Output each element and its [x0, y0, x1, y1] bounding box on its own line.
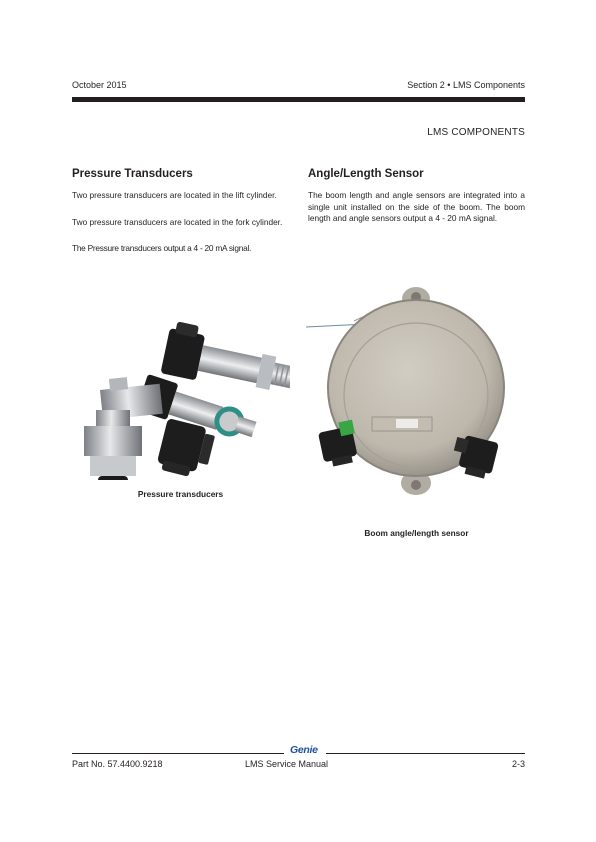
boom-sensor-caption: Boom angle/length sensor — [364, 528, 469, 538]
pressure-transducers-heading: Pressure Transducers — [72, 168, 193, 180]
genie-logo: Genie — [290, 744, 318, 756]
footer-rule-right — [326, 753, 525, 754]
left-paragraph-1: Two pressure transducers are located in the lift cylinder. — [72, 190, 277, 200]
boom-sensor-photo — [306, 285, 524, 497]
footer-part-number: Part No. 57.4400.9218 — [72, 759, 163, 769]
header-rule — [72, 97, 525, 102]
section-subheading: LMS COMPONENTS — [427, 127, 525, 138]
pressure-transducers-caption: Pressure transducers — [137, 489, 224, 499]
left-paragraph-2: Two pressure transducers are located in the fork cylinder. — [72, 216, 283, 227]
angle-length-sensor-heading: Angle/Length Sensor — [308, 168, 424, 180]
footer-manual-title: LMS Service Manual — [245, 759, 329, 769]
right-column — [308, 168, 525, 225]
footer-rule-left — [72, 753, 284, 754]
pressure-transducers-photo — [70, 318, 290, 480]
left-paragraph-3: The Pressure transducers output a 4 - 20 mA signal. — [72, 243, 252, 254]
header-date: October 2015 — [72, 80, 127, 90]
right-paragraph: The boom length and angle sensors are integrated into a single unit installed on the side of the boom. The boom length and angle sensors output a 4 - 20 mA signal. — [308, 190, 525, 224]
left-column — [72, 168, 289, 255]
footer-page-number: 2-3 — [511, 759, 525, 769]
header-section: Section 2 • LMS Components — [407, 80, 525, 90]
